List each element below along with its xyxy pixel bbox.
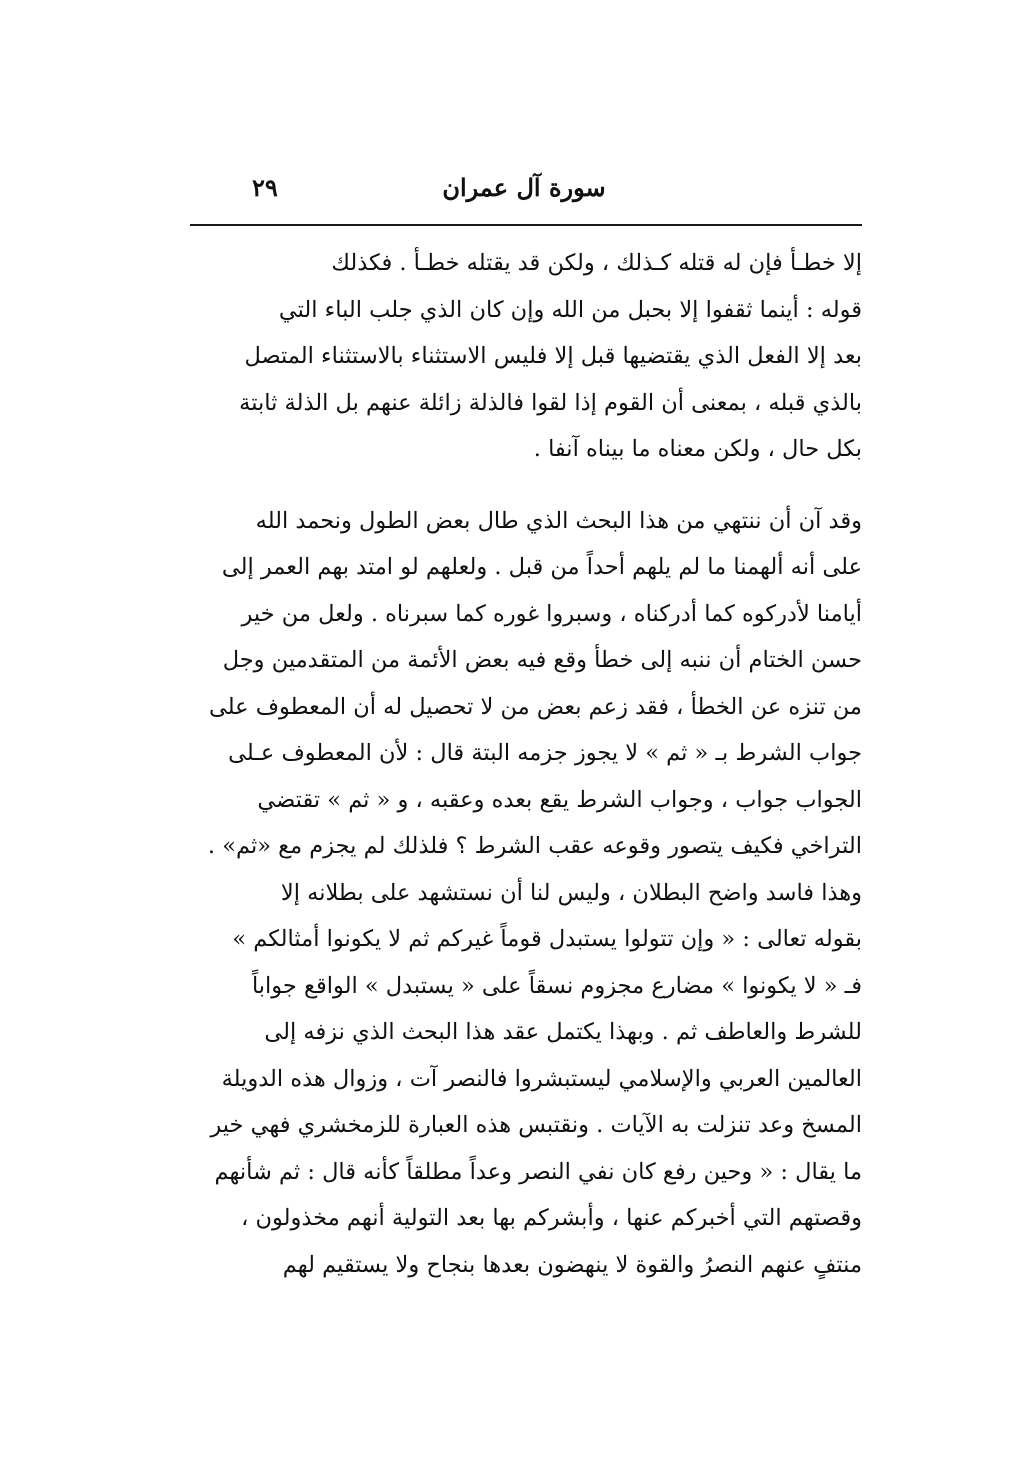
text-line: وهذا فاسد واضح البطلان ، وليس لنا أن نستشهد على بطلانه إلا xyxy=(280,879,862,906)
text-line: للشرط والعاطف ثم . وبهذا يكتمل عقد هذا البحث الذي نزفه إلى xyxy=(264,1019,862,1045)
text-line: الجواب جواب ، وجواب الشرط يقع بعده وعقبه ، و « ثم » تقتضي xyxy=(257,786,862,813)
text-line: بالذي قبله ، بمعنى أن القوم إذا لقوا فالذلة زائلة عنهم بل الذلة ثابتة xyxy=(239,389,862,416)
header-rule xyxy=(190,224,862,226)
text-line: المسخ وعد تنزلت به الآيات . ونقتبس هذه العبارة للزمخشري فهي خير xyxy=(210,1112,862,1138)
text-line: فـ « لا يكونوا » مضارع مجزوم نسقاً على « يستبدل » الواقع جواباً xyxy=(251,972,862,999)
paragraph-2 xyxy=(186,498,862,1289)
paragraph-1 xyxy=(186,240,862,473)
text-line: وقد آن أن ننتهي من هذا البحث الذي طال بعض الطول ونحمد الله xyxy=(255,507,862,534)
text-line: ما يقال : « وحين رفع كان نفي النصر وعداً مطلقاً كأنه قال : ثم شأنهم xyxy=(214,1158,862,1185)
text-line: من تنزه عن الخطأ ، فقد زعم بعض من لا تحصيل له أن المعطوف على xyxy=(208,693,862,720)
text-line: قوله : أينما ثقفوا إلا بحبل من الله وإن كان الذي جلب الباء التي xyxy=(278,296,862,323)
text-line: إلا خطـأ فإن له قتله كـذلك ، ولكن قد يقتله خطـأ . فكذلك xyxy=(331,250,862,276)
text-line: وقصتهم التي أخبركم عنها ، وأبشركم بها بعد التولية أنهم مخذولون ، xyxy=(241,1205,862,1231)
text-line: حسن الختام أن ننبه إلى خطأ وقع فيه بعض الأئمة من المتقدمين وجل xyxy=(222,647,862,673)
text-line: جواب الشرط بـ « ثم » لا يجوز جزمه البتة قال : لأن المعطوف عـلى xyxy=(228,740,862,766)
body-text xyxy=(186,240,862,1288)
header-title: سورة آل عمران xyxy=(442,173,606,202)
running-header xyxy=(186,168,862,208)
text-line: بقوله تعالى : « وإن تتولوا يستبدل قوماً غيركم ثم لا يكونوا أمثالكم » xyxy=(232,926,862,952)
text-line: منتفٍ عنهم النصرُ والقوة لا ينهضون بعدها بنجاح ولا يستقيم لهم xyxy=(282,1251,862,1278)
text-line: التراخي فكيف يتصور وقوعه عقب الشرط ؟ فلذلك لم يجزم مع «ثم» . xyxy=(207,833,862,859)
text-line: العالمين العربي والإسلامي ليستبشروا فالنصر آت ، وزوال هذه الدويلة xyxy=(221,1065,862,1092)
text-line: على أنه ألهمنا ما لم يلهم أحداً من قبل . ولعلهم لو امتد بهم العمر إلى xyxy=(221,554,862,580)
text-line: بعد إلا الفعل الذي يقتضيها قبل إلا فليس الاستثناء بالاستثناء المتصل xyxy=(244,343,862,369)
page-number: ٢٩ xyxy=(252,173,278,202)
text-line: أيامنا لأدركوه كما أدركناه ، وسبروا غوره كما سبرناه . ولعل من خير xyxy=(241,600,862,627)
text-line: بكل حال ، ولكن معناه ما بيناه آنفا . xyxy=(533,436,862,462)
